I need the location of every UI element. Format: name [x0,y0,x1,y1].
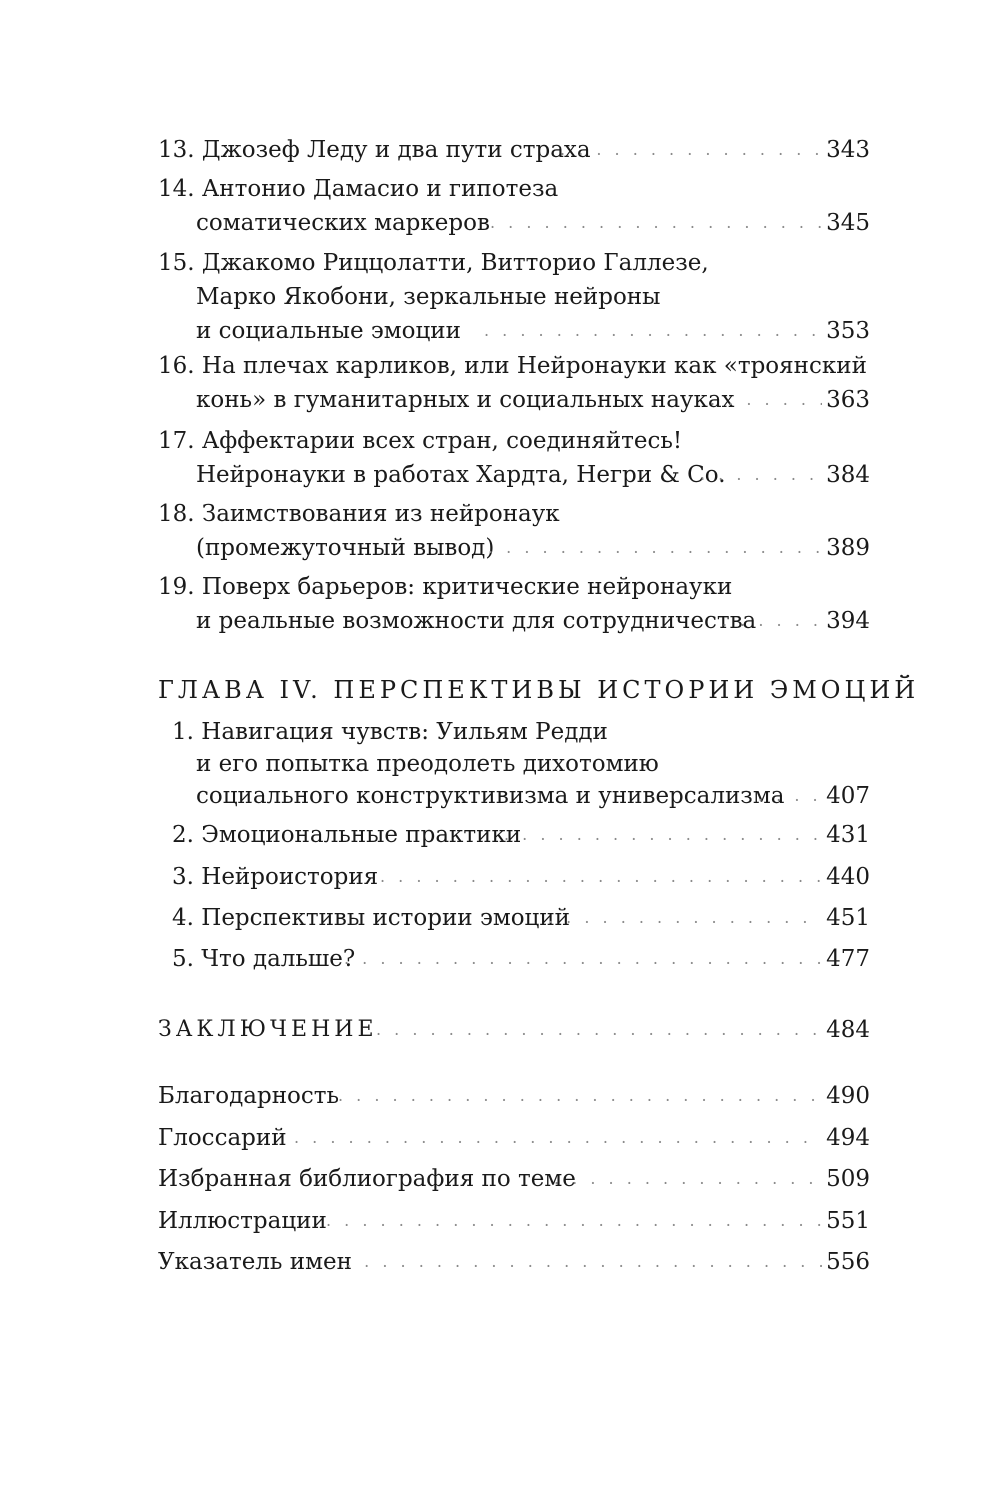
back-matter-label: Глоссарий [158,1125,287,1151]
dot-leader [758,779,822,813]
dot-leader [700,458,822,492]
page-number: 431 [826,822,870,848]
back-matter-label: Избранная библиография по теме [158,1166,576,1192]
page-number: 494 [826,1125,870,1151]
entry-title-continuation: и реальные возможности для сотрудничества [196,608,757,634]
entry-title: 4. Перспективы истории эмоций [172,905,571,931]
entry-title-continuation: конь» в гуманитарных и социальных науках [196,387,735,413]
page-number: 343 [826,137,870,163]
entry-title: 16. На плечах карликов, или Нейронауки как «троянский [158,353,867,379]
entry-title: 2. Эмоциональные практики [172,822,522,848]
page-number: 484 [826,1017,870,1043]
page-number: 477 [826,946,870,972]
dot-leader [548,901,822,935]
page-number: 389 [826,535,870,561]
entry-title-continuation: Нейронауки в работах Хардта, Негри & Co. [196,462,726,488]
entry-title: 1. Навигация чувств: Уильям Редди [172,719,608,745]
dot-leader [376,1013,822,1047]
page-number: 384 [826,462,870,488]
dot-leader [346,1245,822,1279]
entry-title: 5. Что дальше? [172,946,356,972]
entry-title: 14. Антонио Дамасио и гипотеза [158,176,559,202]
entry-title-continuation: и его попытка преодолеть дихотомию [196,751,659,777]
dot-leader [504,818,822,852]
dot-leader [710,383,822,417]
back-matter-label: Благодарность [158,1083,340,1109]
entry-title: 18. Заимствования из нейронаук [158,501,560,527]
page-number: 353 [826,318,870,344]
page-number: 394 [826,608,870,634]
page-number: 490 [826,1083,870,1109]
entry-title-continuation: социального конструктивизма и универсализма [196,783,785,809]
entry-title-continuation: (промежуточный вывод) [196,535,495,561]
entry-title: 13. Джозеф Леду и два пути страха [158,137,591,163]
dot-leader [490,206,822,240]
page-number: 407 [826,783,870,809]
dot-leader [344,942,822,976]
page-number: 440 [826,864,870,890]
page-number: 451 [826,905,870,931]
dot-leader [488,531,822,565]
entry-title: 17. Аффектарии всех стран, соединяйтесь! [158,428,683,454]
page-number: 509 [826,1166,870,1192]
dot-leader [554,1162,822,1196]
entry-title-continuation: соматических маркеров [196,210,490,236]
back-matter-label: Указатель имен [158,1249,352,1275]
entry-title-continuation: и социальные эмоции [196,318,461,344]
page-number: 345 [826,210,870,236]
dot-leader [484,314,822,348]
page-number: 551 [826,1208,870,1234]
entry-title: 19. Поверх барьеров: критические нейронауки [158,574,733,600]
dot-leader [722,604,822,638]
page-number: 556 [826,1249,870,1275]
entry-title-continuation: Марко Якобони, зеркальные нейроны [196,284,661,310]
dot-leader [338,1079,822,1113]
conclusion-label: ЗАКЛЮЧЕНИЕ [158,1017,378,1042]
dot-leader [326,1204,822,1238]
dot-leader [380,860,822,894]
entry-title: 15. Джакомо Риццолатти, Витторио Галлезе, [158,250,709,276]
chapter-heading: ГЛАВА IV. ПЕРСПЕКТИВЫ ИСТОРИИ ЭМОЦИЙ [158,676,920,704]
dot-leader [294,1121,822,1155]
dot-leader [560,133,822,167]
entry-title: 3. Нейроистория [172,864,379,890]
page-number: 363 [826,387,870,413]
back-matter-label: Иллюстрации [158,1208,327,1234]
